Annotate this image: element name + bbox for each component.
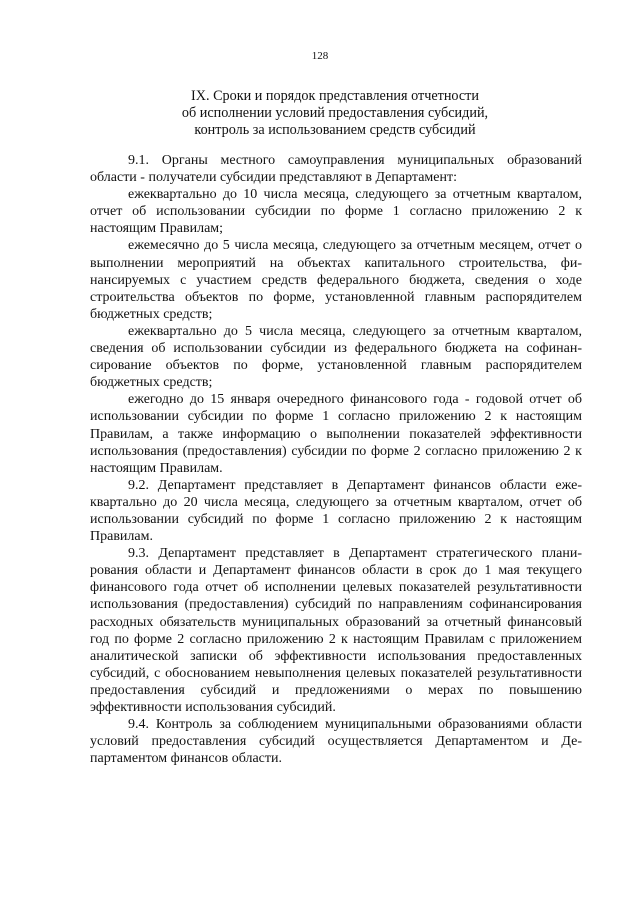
paragraph-9-3: 9.3. Департамент представляет в Департамент стратегического планирования области и Департамент финансов области в срок до 1 мая текущего финансового года отчет об исполнении целевых показателей результативности использования (предоставления) субсидий по направлениям софинансирования расходных обязательств муниципальных образований за отчетный финансовый год по форме 2 согласно приложению 2 к настоящим Правилам с приложением аналитической записки об эффективности использования предоставленных субсидий, с обоснованием невыполнения целевых показателей результативности предоставления субсидий и предложениями о мерах по повышению эффективности использования субсидий.: [90, 546, 582, 715]
heading-line: об исполнении условий предоставления субсидий,: [181, 105, 489, 121]
page-number: 128: [311, 50, 329, 62]
paragraph-9-1: 9.1. Органы местного самоуправления муниципальных образований области - получатели субсидии представляют в Департамент:: [90, 153, 582, 186]
paragraph-monthly-report: ежемесячно до 5 числа месяца, следующего за отчетным месяцем, отчет о выполнении мероприятий на объектах капитального строительства, финансируемых с участием средств федерального бюджета, сведения о ходе строительства объектов по форме, установленной главным распорядителем бюджетных средств;: [90, 238, 582, 322]
heading-line: IX. Сроки и порядок представления отчетности: [191, 88, 479, 104]
paragraph-annual-report: ежегодно до 15 января очередного финансового года - годовой отчет об использовании субсидии по форме 1 согласно приложению 2 к настоящим Правилам, а также информацию о выполнении показателей эффективности использования (предоставления) субсидии по форме 2 согласно приложению 2 к настоящим Правилам.: [90, 392, 582, 476]
section-heading: [140, 88, 530, 139]
paragraph-9-2: 9.2. Департамент представляет в Департамент финансов области ежеквартально до 20 числа месяца, следующего за отчетным кварталом, отчет об использовании субсидий по форме 1 согласно приложению 2 к настоящим Правилам.: [90, 477, 582, 545]
paragraph-9-4: 9.4. Контроль за соблюдением муниципальными образованиями области условий предоставления субсидий осуществляется Департаментом и Департаментом финансов области.: [90, 717, 582, 767]
heading-line: контроль за использованием средств субсидий: [194, 122, 476, 138]
section-body: [90, 152, 582, 767]
paragraph-quarterly-federal-report: ежеквартально до 5 числа месяца, следующего за отчетным кварталом, сведения об использовании субсидии из федерального бюджета на софинансирование объектов по форме, установленной главным распорядителем бюджетных средств;: [90, 323, 582, 391]
paragraph-quarterly-report: ежеквартально до 10 числа месяца, следующего за отчетным кварталом, отчет об использовании субсидии по форме 1 согласно приложению 2 к настоящим Правилам;: [90, 187, 582, 237]
